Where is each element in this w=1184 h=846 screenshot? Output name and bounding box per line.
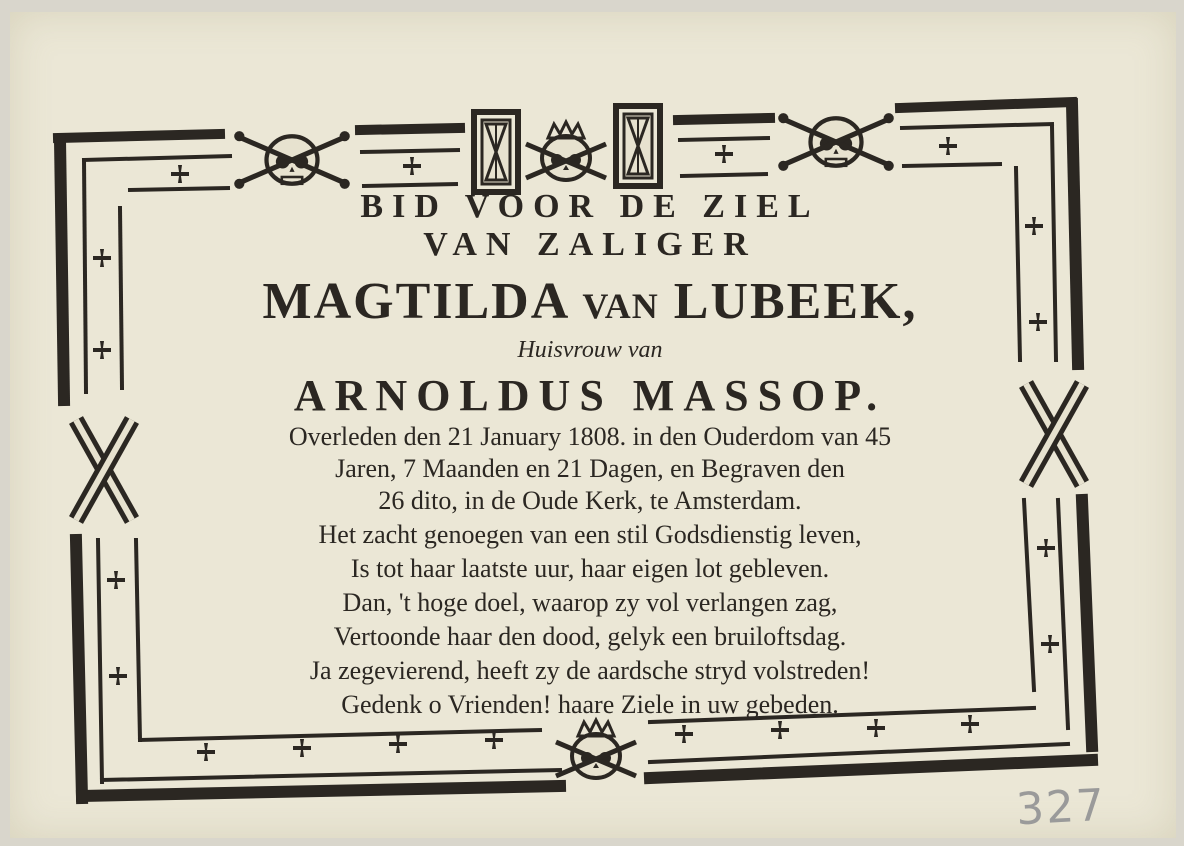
memorial-text xyxy=(150,190,1030,718)
crossed-bones-icon xyxy=(1026,384,1082,484)
husband-name: ARNOLDUS MASSOP. xyxy=(293,371,887,420)
details-line-1: Overleden den 21 January 1808. in den Ouderdom van 45 xyxy=(288,422,892,451)
deceased-name xyxy=(150,273,1030,330)
heading-line-2: VAN ZALIGER xyxy=(423,226,757,263)
verse-line-6: Gedenk o Vrienden! haare Ziele in uw gebeden. xyxy=(341,690,839,719)
name-last: LUBEEK, xyxy=(673,273,918,330)
details-line-3: 26 dito, in de Oude Kerk, te Amsterdam. xyxy=(378,486,802,515)
hourglass-icon xyxy=(616,106,660,186)
skull-crossbones-icon xyxy=(234,131,350,189)
verse-line-3: Dan, 't hoge doel, waarop zy vol verlangen zag, xyxy=(342,588,838,617)
crowned-skull-icon xyxy=(526,122,606,180)
details-line-2: Jaren, 7 Maanden en 21 Dagen, en Begraven den xyxy=(335,454,845,483)
verse-line-2: Is tot haar laatste uur, haar eigen lot gebleven. xyxy=(350,554,830,583)
crossed-bones-icon xyxy=(76,420,132,520)
verse-line-1: Het zacht genoegen van een stil Godsdienstig leven, xyxy=(318,520,862,549)
skull-crossbones-icon xyxy=(778,113,894,171)
heading-line-1: BID VOOR DE ZIEL xyxy=(360,188,820,225)
pencil-number: 327 xyxy=(1014,779,1108,836)
name-first: MAGTILDA xyxy=(262,273,568,330)
relation-line: Huisvrouw van xyxy=(517,337,663,363)
verse-line-4: Vertoonde haar den dood, gelyk een bruiloftsdag. xyxy=(333,622,847,651)
crowned-skull-icon xyxy=(556,720,636,778)
name-middle: VAN xyxy=(582,286,659,326)
hourglass-icon xyxy=(474,112,518,192)
verse-line-5: Ja zegevierend, heeft zy de aardsche stryd volstreden! xyxy=(309,656,871,685)
